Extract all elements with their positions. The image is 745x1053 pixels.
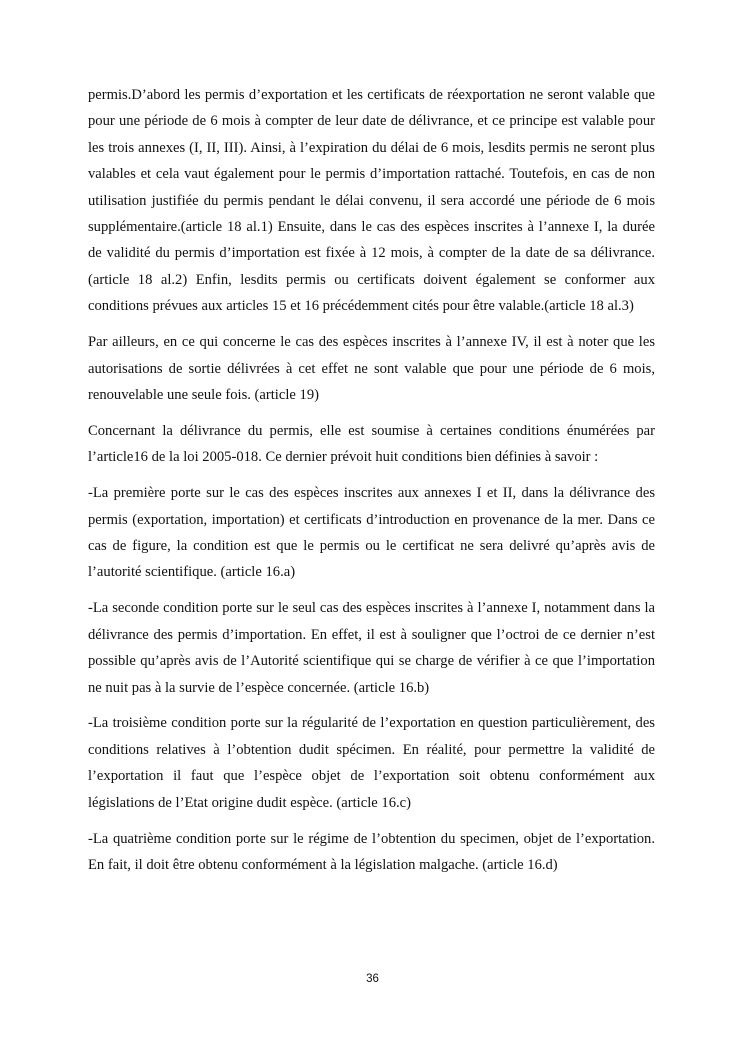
paragraph-condition-2: -La seconde condition porte sur le seul cas des espèces inscrites à l’annexe I, notamment dans la délivrance des permis d’importation. En effet, il est à souligner que l’octroi de ce dernier n’est possible qu’après avis de l’Autorité scientifique qui se charge de vérifier à ce que l’importation ne nuit pas à la survie de l’espèce concernée. (article 16.b) — [88, 600, 655, 696]
paragraph-permit-validity: permis.D’abord les permis d’exportation et les certificats de réexportation ne seront valable que pour une période de 6 mois à compter de leur date de délivrance, et ce principe est valable pour les trois annexes (I, II, III). Ainsi, à l’expiration du délai de 6 mois, lesdits permis ne seront plus valables et cela vaut également pour le permis d’importation rattaché. Toutefois, en cas de non utilisation justifiée du permis pendant le délai convenu, il sera accordé une période de 6 mois supplémentaire.(article 18 al.1) Ensuite, dans le cas des espèces inscrites à l’annexe I, la durée de validité du permis d’importation est fixée à 12 mois, à compter de la date de sa délivrance. (article 18 al.2) Enfin, lesdits permis ou certificats doivent également se conformer aux conditions prévues aux articles 15 et 16 précédemment cités pour être valable.(article 18 al.3) — [88, 87, 655, 315]
paragraph-condition-4: -La quatrième condition porte sur le régime de l’obtention du specimen, objet de l’exportation. En fait, il doit être obtenu conformément à la législation malgache. (article 16.d) — [88, 830, 655, 873]
paragraph-condition-1: -La première porte sur le cas des espèces inscrites aux annexes I et II, dans la délivrance des permis (exportation, importation) et certificats d’introduction en provenance de la mer. Dans ce cas de figure, la condition est que le permis ou le certificat ne sera delivré qu’après avis de l’autorité scientifique. (article 16.a) — [88, 485, 655, 581]
paragraph-annex-iv: Par ailleurs, en ce qui concerne le cas des espèces inscrites à l’annexe IV, il est à noter que les autorisations de sortie délivrées à cet effet ne sont valable que pour une période de 6 mois, renouvelable une seule fois. (article 19) — [88, 334, 655, 403]
paragraph-conditions-intro: Concernant la délivrance du permis, elle est soumise à certaines conditions énumérées par l’article16 de la loi 2005-018. Ce dernier prévoit huit conditions bien définies à savoir : — [88, 422, 655, 466]
paragraph-condition-3: -La troisième condition porte sur la régularité de l’exportation en question particulièrement, des conditions relatives à l’obtention dudit spécimen. En réalité, pour permettre la validité de l’exportation il faut que l’espèce objet de l’exportation soit obtenu conformément aux législations de l’Etat origine dudit espèce. (article 16.c) — [88, 715, 655, 811]
page-number: 36 — [366, 973, 379, 985]
document-body — [88, 82, 655, 888]
